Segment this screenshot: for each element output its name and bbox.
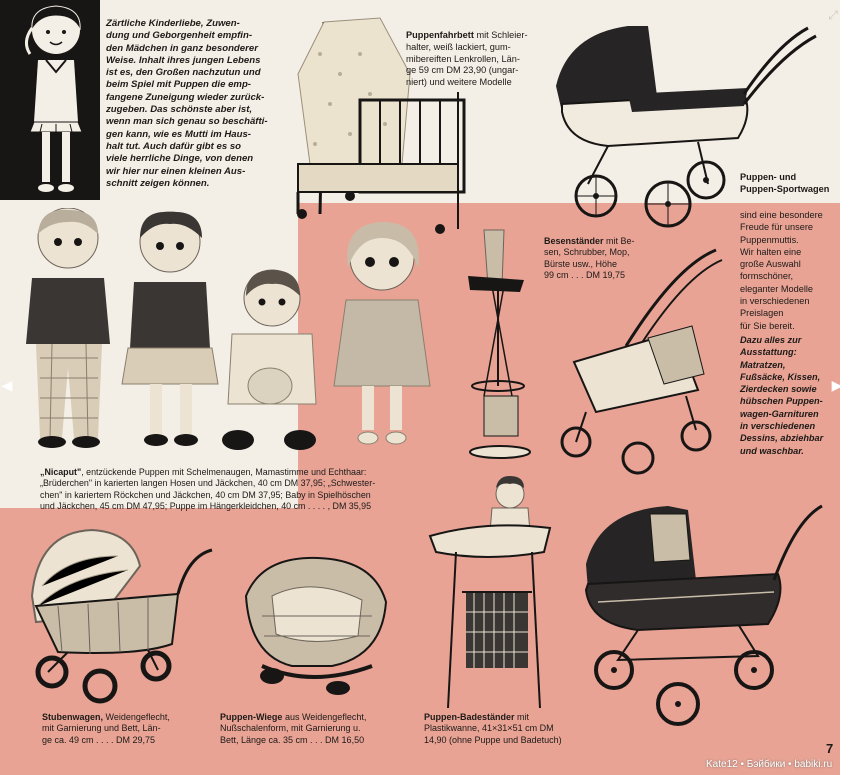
stubenwagen-caption xyxy=(42,712,192,746)
intro-line: Zärtliche Kinderliebe, Zuwen- xyxy=(106,18,240,29)
caption-line: ge 59 cm DM 23,90 (ungar- xyxy=(406,65,519,76)
besen-title: Besenständer xyxy=(544,236,604,246)
stubenwagen-title: Stubenwagen, xyxy=(42,712,104,722)
cradle-illustration xyxy=(242,556,392,696)
intro-line: dung und Geborgenheit empfin- xyxy=(106,30,253,42)
nicaput-title: „Nicaput" xyxy=(40,467,82,477)
description-line: Zierdecken sowie xyxy=(740,384,817,395)
wiege-title: Puppen-Wiege xyxy=(220,712,283,722)
intro-line: wir hier nur einen kleinen Aus- xyxy=(106,165,246,177)
caption-line: aus Weidengeflecht, xyxy=(284,712,367,722)
watermark: Kate12 • Бэйбики • babiki.ru xyxy=(706,759,833,770)
caption-line: 99 cm . . . DM 19,75 xyxy=(544,270,626,281)
description-line: hübschen Puppen- xyxy=(740,396,823,407)
fahrbett-title: Puppenfahrbett xyxy=(406,30,474,40)
description-line: Fußsäcke, Kissen, xyxy=(740,371,821,382)
caption-line: 14,90 (ohne Puppe und Badetuch) xyxy=(424,734,562,745)
caption-line: sen, Schrubber, Mop, xyxy=(544,247,630,258)
caption-line: mit Garnierung und Bett, Län- xyxy=(42,723,161,734)
caption-line: , entzückende Puppen mit Schelmenaugen, Mamastimme und Echthaar: xyxy=(81,467,367,477)
pram-bottom-illustration xyxy=(578,500,828,730)
caption-line: Bett, Länge ca. 35 cm . . . DM 16,50 xyxy=(220,734,365,745)
previous-arrow-icon[interactable]: ◀ xyxy=(1,377,13,393)
caption-line: „Brüderchen" in karierten langen Hosen und Jäckchen, 40 cm DM 37,95; „Schwester- xyxy=(40,478,376,489)
intro-line: ist es, den Großen nachzutun und xyxy=(106,67,261,79)
description-line: wagen-Garnituren xyxy=(740,408,819,419)
caption-line: mit Schleier- xyxy=(476,30,528,40)
sport-stroller-illustration xyxy=(556,246,728,482)
description-line: Puppenmuttis. xyxy=(740,234,799,245)
caption-line: Bürste usw., Höhe xyxy=(544,258,618,269)
intro-line: zugeben. Das schönste aber ist, xyxy=(106,104,253,116)
girl-illustration xyxy=(12,2,98,198)
large-pram-illustration xyxy=(548,14,838,234)
fahrbett-caption xyxy=(406,30,556,89)
caption-line: und Jäckchen, 45 cm DM 47,95; Puppe im Hängerkleidchen, 40 cm . . . . , DM 35,95 xyxy=(40,501,372,512)
intro-line: wenn man sich genau so beschäfti- xyxy=(106,116,268,128)
caption-line: Nußschalenform, mit Garnierung u. xyxy=(220,723,361,734)
page-number: 7 xyxy=(826,741,834,756)
description-line: formschöner, xyxy=(740,271,794,282)
caption-line: Weidengeflecht, xyxy=(105,712,170,722)
caption-line: ge ca. 49 cm . . . . DM 29,75 xyxy=(42,734,156,745)
caption-line: halter, weiß lackiert, gum- xyxy=(406,41,511,52)
caption-line: mibereiften Lenkrollen, Län- xyxy=(406,53,520,64)
sportwagen-caption xyxy=(740,172,840,196)
sportwagen-description xyxy=(740,209,840,457)
caption-line: mit Be- xyxy=(606,236,635,246)
caption-line: Plastikwanne, 41×31×51 cm DM xyxy=(424,723,554,734)
wiege-caption xyxy=(220,712,400,746)
description-line: sind eine besondere xyxy=(740,210,823,220)
expand-icon[interactable]: ⤢ xyxy=(828,8,838,22)
intro-line: Weise. Inhalt ihres jungen Lebens xyxy=(106,54,261,66)
intro-line: den Mädchen in ganz besonderer xyxy=(106,42,258,54)
description-line: Dazu alles zur xyxy=(740,334,802,345)
description-line: in verschiedenen xyxy=(740,296,810,307)
caption-line: chen" in kariertem Röckchen und Jäckchen, 40 cm DM 37,95; Baby in Spielhöschen xyxy=(40,489,371,500)
intro-line: beim Spiel mit Puppen die emp- xyxy=(106,79,251,91)
intro-line: halt tut. Auch dafür gibt es so xyxy=(106,140,242,152)
description-line: in verschiedenen xyxy=(740,421,816,432)
badestaender-caption xyxy=(424,712,584,746)
nicaput-caption xyxy=(40,467,440,513)
description-line: Ausstattung: xyxy=(740,347,797,358)
description-line: Freude für unsere xyxy=(740,222,814,233)
intro-line: gen kann, wie es Mutti im Haus- xyxy=(106,128,251,140)
description-line: Dessins, abziehbar xyxy=(740,433,824,444)
dolls-illustration xyxy=(10,208,440,460)
description-line: Wir halten eine xyxy=(740,246,802,257)
caption-line: mit xyxy=(517,712,530,722)
intro-paragraph xyxy=(106,18,296,190)
next-arrow-icon[interactable]: ▶ xyxy=(831,377,843,393)
caption-line: niert) und weitere Modelle xyxy=(406,77,512,88)
sportwagen-title: Puppen-Sportwagen xyxy=(740,183,830,194)
intro-line: fangene Zuneigung wieder zurück- xyxy=(106,91,265,103)
description-line: große Auswahl xyxy=(740,259,801,270)
intro-line: schnitt zeigen können. xyxy=(106,177,210,189)
bath-stand-illustration xyxy=(426,472,556,710)
broom-stand-illustration xyxy=(462,226,542,462)
description-line: Matratzen, xyxy=(740,359,786,370)
bassinet-illustration xyxy=(28,526,213,706)
description-line: und waschbar. xyxy=(740,445,804,456)
sportwagen-title: Puppen- und xyxy=(740,172,797,182)
description-line: Preislagen xyxy=(740,308,784,319)
description-line: eleganter Modelle xyxy=(740,283,814,294)
intro-line: viele herrliche Dinge, von denen xyxy=(106,153,254,165)
description-line: für Sie bereit. xyxy=(740,320,795,331)
badestaender-title: Puppen-Badeständer xyxy=(424,712,515,722)
